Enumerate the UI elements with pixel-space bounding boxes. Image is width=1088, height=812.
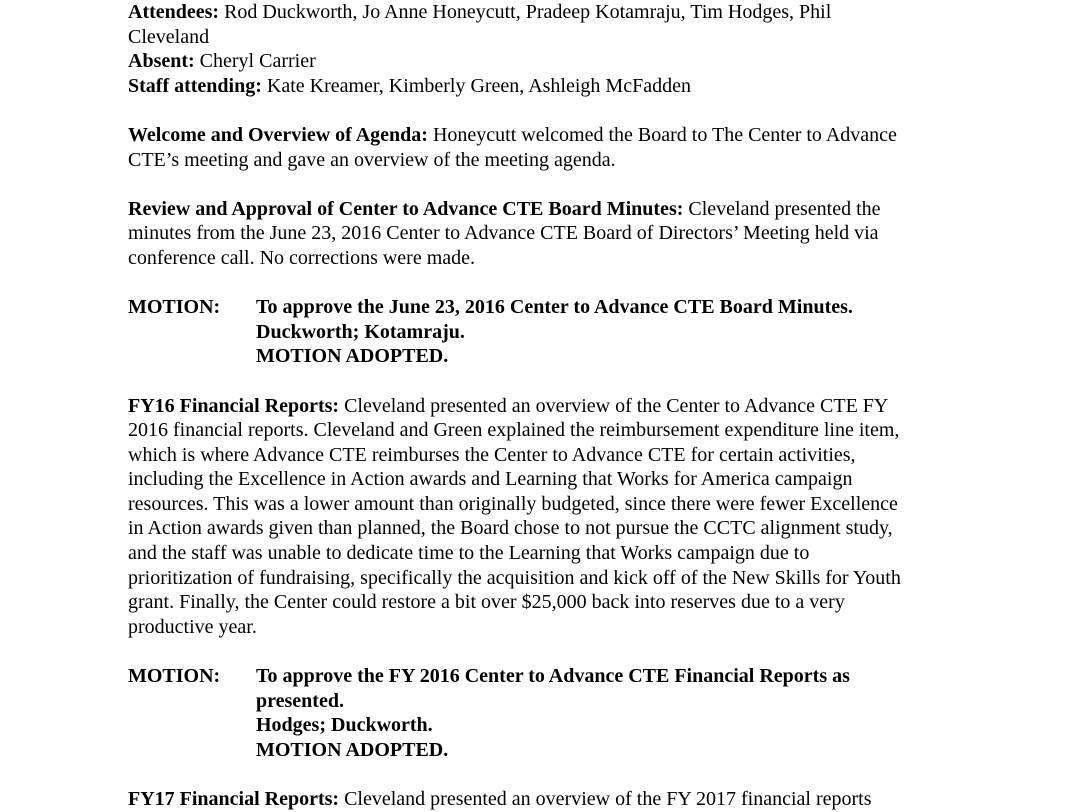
absent-line: [128, 49, 968, 74]
attendees-label: Attendees:: [128, 1, 220, 23]
minutes-review-line-3: conference call. No corrections were made.: [128, 246, 476, 269]
fy17-text: Cleveland presented an overview of the FY 2017 financial reports: [339, 788, 872, 810]
minutes-review-text: Cleveland presented the: [683, 197, 881, 220]
motion-result: MOTION ADOPTED.: [256, 738, 449, 761]
minutes-review-line-1: [128, 197, 968, 222]
attendees-continuation: Cleveland: [128, 25, 210, 48]
welcome-line-2: CTE’s meeting and gave an overview of the meeting agenda.: [128, 148, 616, 171]
absent-label: Absent:: [128, 50, 195, 73]
motion-text-continued: presented.: [256, 689, 344, 712]
fy16-line: 2016 financial reports. Cleveland and Green explained the reimbursement expenditure line item,: [128, 419, 900, 442]
fy16-line: and the staff was unable to dedicate time to the Learning that Works campaign due to: [128, 542, 810, 565]
fy16-line: prioritization of fundraising, specifically the acquisition and kick off of the New Skills for Youth: [128, 566, 901, 589]
minutes-review-heading: Review and Approval of Center to Advance CTE Board Minutes:: [128, 197, 684, 220]
welcome-line-1: [128, 123, 968, 148]
motion-label: MOTION:: [128, 665, 221, 688]
attendees-line: [128, 0, 968, 25]
fy16-line: which is where Advance CTE reimburses the Center to Advance CTE for certain activities,: [128, 443, 856, 466]
motion-movers: Duckworth; Kotamraju.: [256, 320, 465, 343]
motion-block-2: [128, 664, 968, 762]
fy16-text: Cleveland presented an overview of the Center to Advance CTE FY: [339, 394, 889, 417]
motion-text: To approve the June 23, 2016 Center to Advance CTE Board Minutes.: [256, 296, 853, 319]
fy16-line: grant. Finally, the Center could restore a bit over $25,000 back into reserves due to a very: [128, 591, 845, 614]
motion-movers: Hodges; Duckworth.: [256, 714, 433, 737]
fy17-heading: FY17 Financial Reports:: [128, 788, 340, 810]
meeting-minutes-document: [128, 0, 968, 812]
attendees-value: Rod Duckworth, Jo Anne Honeycutt, Pradeep Kotamraju, Tim Hodges, Phil: [219, 1, 832, 23]
fy16-line: including the Excellence in Action awards and Learning that Works for America campaign: [128, 468, 853, 491]
minutes-review-line-2: minutes from the June 23, 2016 Center to Advance CTE Board of Directors’ Meeting held via: [128, 222, 879, 245]
welcome-heading: Welcome and Overview of Agenda:: [128, 123, 428, 146]
fy16-line-1: [128, 394, 968, 419]
welcome-text: Honeycutt welcomed the Board to The Center to Advance: [427, 123, 897, 146]
motion-label: MOTION:: [128, 296, 221, 319]
fy16-line: productive year.: [128, 615, 257, 638]
fy16-heading: FY16 Financial Reports:: [128, 394, 340, 417]
motion-result: MOTION ADOPTED.: [256, 345, 449, 368]
staff-label: Staff attending:: [128, 74, 262, 97]
motion-text: To approve the FY 2016 Center to Advance CTE Financial Reports as: [256, 665, 850, 688]
fy16-line: in Action awards given than planned, the Board chose to not pursue the CCTC alignment study,: [128, 517, 893, 540]
fy16-line: resources. This was a lower amount than originally budgeted, since there were fewer Excellence: [128, 492, 898, 515]
absent-value: Cheryl Carrier: [194, 50, 316, 73]
staff-line: [128, 74, 968, 99]
motion-block-1: [128, 295, 968, 369]
fy17-line-1: [128, 787, 968, 812]
staff-value: Kate Kreamer, Kimberly Green, Ashleigh McFadden: [261, 74, 691, 97]
